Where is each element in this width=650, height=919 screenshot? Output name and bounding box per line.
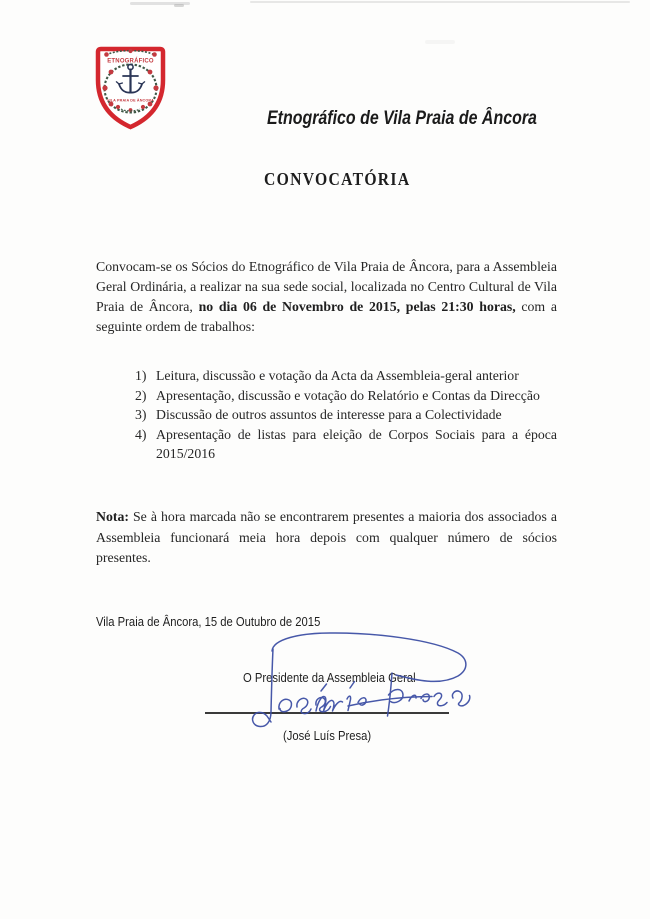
signature-ink-handwriting (200, 625, 650, 745)
agenda-item (135, 366, 557, 386)
note-text: Se à hora marcada não se encontrarem presentes a maioria dos associados a Assembleia funcionará meia hora depois com qualquer número de sócios presentes. (96, 509, 557, 565)
body-paragraph-bold: no dia 06 de Novembro de 2015, pelas 21:30 horas, (198, 299, 516, 314)
logo-bottom-text: VILA PRAIA DE ÂNCORA (107, 98, 154, 103)
note-label: Nota: (96, 509, 129, 524)
rose-icon (104, 52, 109, 57)
org-title: Etnográfico de Vila Praia de Âncora (267, 108, 537, 129)
rose-icon (152, 52, 157, 57)
agenda-item-text: Apresentação de listas para eleição de Corpos Sociais para a época 2015/2016 (156, 426, 557, 461)
body-paragraph (96, 257, 557, 337)
dateline: Vila Praia de Âncora, 15 de Outubro de 2015 (96, 615, 321, 629)
agenda-item-number: 4) (135, 426, 147, 442)
agenda-item-number: 3) (135, 407, 147, 422)
scan-artifact (250, 1, 630, 3)
scan-artifact (425, 40, 455, 44)
scan-artifact (174, 4, 184, 7)
agenda-item (135, 425, 557, 464)
agenda-item (135, 405, 557, 425)
agenda-list (135, 366, 557, 464)
agenda-item-text: Leitura, discussão e votação da Acta da Assembleia-geral anterior (156, 368, 519, 383)
club-crest-logo (95, 45, 166, 131)
agenda-item-number: 1) (135, 368, 147, 383)
logo-top-text: ETNOGRÁFICO (107, 58, 154, 65)
agenda-item (135, 386, 557, 406)
signature-flourish (272, 633, 466, 681)
document-heading: CONVOCATÓRIA (264, 169, 411, 189)
rose-icon (128, 49, 132, 53)
agenda-item-text: Discussão de outros assuntos de interesse para a Colectividade (156, 407, 502, 422)
signature-name-printed: (José Luís Presa) (283, 729, 372, 743)
signature-role: O Presidente da Assembleia Geral (243, 671, 416, 685)
body-paragraph-pre: Convocam-se os Sócios do Etnográfico de Vila Praia de Âncora, para a Assembleia Geral Ordinária, a realizar na sua sede social, localizada no Centro Cultural de Vila Praia de Âncora, (96, 259, 557, 314)
body-paragraph-post: com a seguinte ordem de trabalhos: (96, 299, 557, 334)
agenda-item-text: Apresentação, discussão e votação do Relatório e Contas da Direcção (156, 387, 540, 403)
note-paragraph (96, 507, 557, 569)
agenda-item-number: 2) (135, 387, 147, 403)
